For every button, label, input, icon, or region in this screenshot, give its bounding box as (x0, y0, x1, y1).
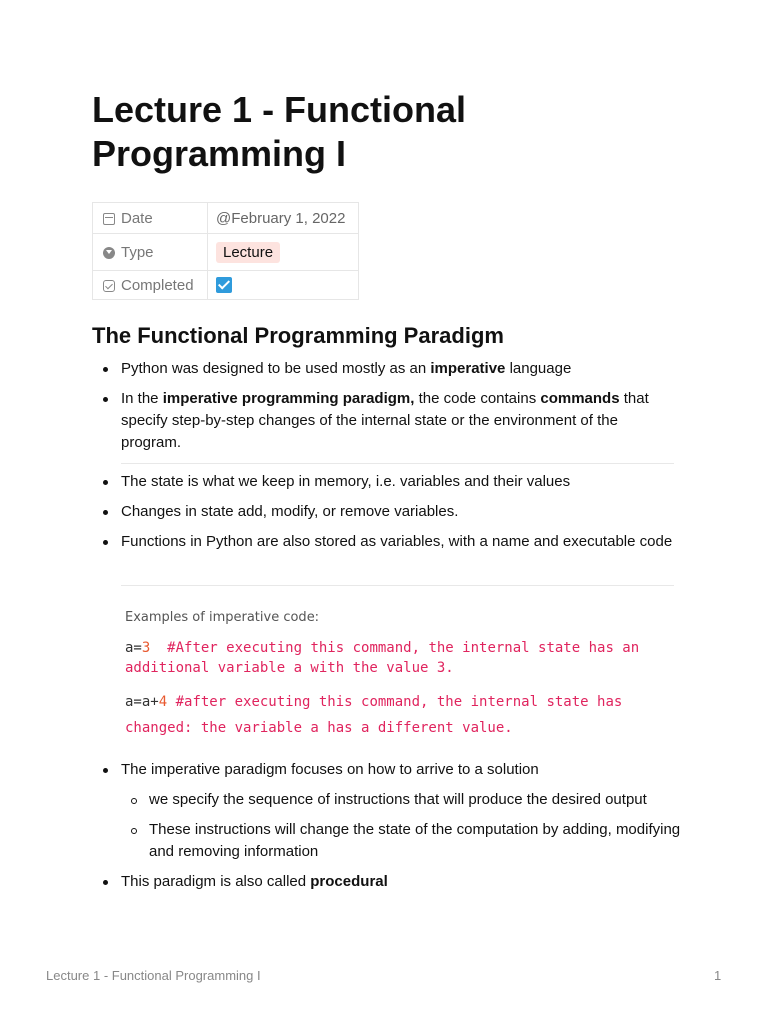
sub-list-item: These instructions will change the state of the computation by adding, modifying and removing information (121, 819, 682, 863)
type-tag[interactable]: Lecture (216, 242, 280, 263)
property-value-completed[interactable] (208, 271, 359, 300)
properties-table (92, 202, 359, 300)
list-item: This paradigm is also called procedural (92, 871, 682, 893)
bullet-list-3 (92, 759, 682, 901)
property-key-type: Type (93, 234, 208, 271)
code-caption: Examples of imperative code: (125, 610, 320, 625)
divider (121, 463, 674, 464)
code-line-2: a=a+4 #after executing this command, the internal state has changed: the variable a has a different value. (125, 694, 623, 736)
page-number: 1 (714, 968, 722, 983)
property-key-date: Date (93, 203, 208, 234)
code-line-1: a=3 #After executing this command, the internal state has an additional variable a with the value 3. (125, 640, 640, 676)
sub-list-item: we specify the sequence of instructions that will produce the desired output (121, 789, 682, 811)
footer-title: Lecture 1 - Functional Programming I (46, 968, 261, 983)
list-item: The imperative paradigm focuses on how to arrive to a solution we specify the sequence of instructions that will produce the desired output These instructions will change the state of the computation by adding, modifying and removing information (92, 759, 682, 863)
list-item: Changes in state add, modify, or remove variables. (92, 501, 682, 523)
divider (121, 585, 674, 586)
checkbox-icon (103, 280, 115, 292)
list-item: In the imperative programming paradigm, the code contains commands that specify step-by-step changes of the internal state or the environment of the program. (92, 388, 682, 454)
property-key-completed: Completed (93, 271, 208, 300)
property-value-date[interactable]: @February 1, 2022 (208, 203, 359, 234)
sub-list (121, 789, 682, 863)
list-item: The state is what we keep in memory, i.e. variables and their values (92, 471, 682, 493)
select-icon (103, 247, 115, 259)
property-value-type[interactable] (208, 234, 359, 271)
bullet-list-2 (92, 471, 682, 561)
list-item: Python was designed to be used mostly as an imperative language (92, 358, 682, 380)
page-title: Lecture 1 - Functional Programming I (92, 89, 467, 174)
completed-checkbox[interactable] (216, 277, 232, 293)
bullet-list-1 (92, 358, 682, 462)
section-heading: The Functional Programming Paradigm (92, 323, 504, 348)
list-item: Functions in Python are also stored as variables, with a name and executable code (92, 531, 682, 553)
calendar-icon (103, 213, 115, 225)
